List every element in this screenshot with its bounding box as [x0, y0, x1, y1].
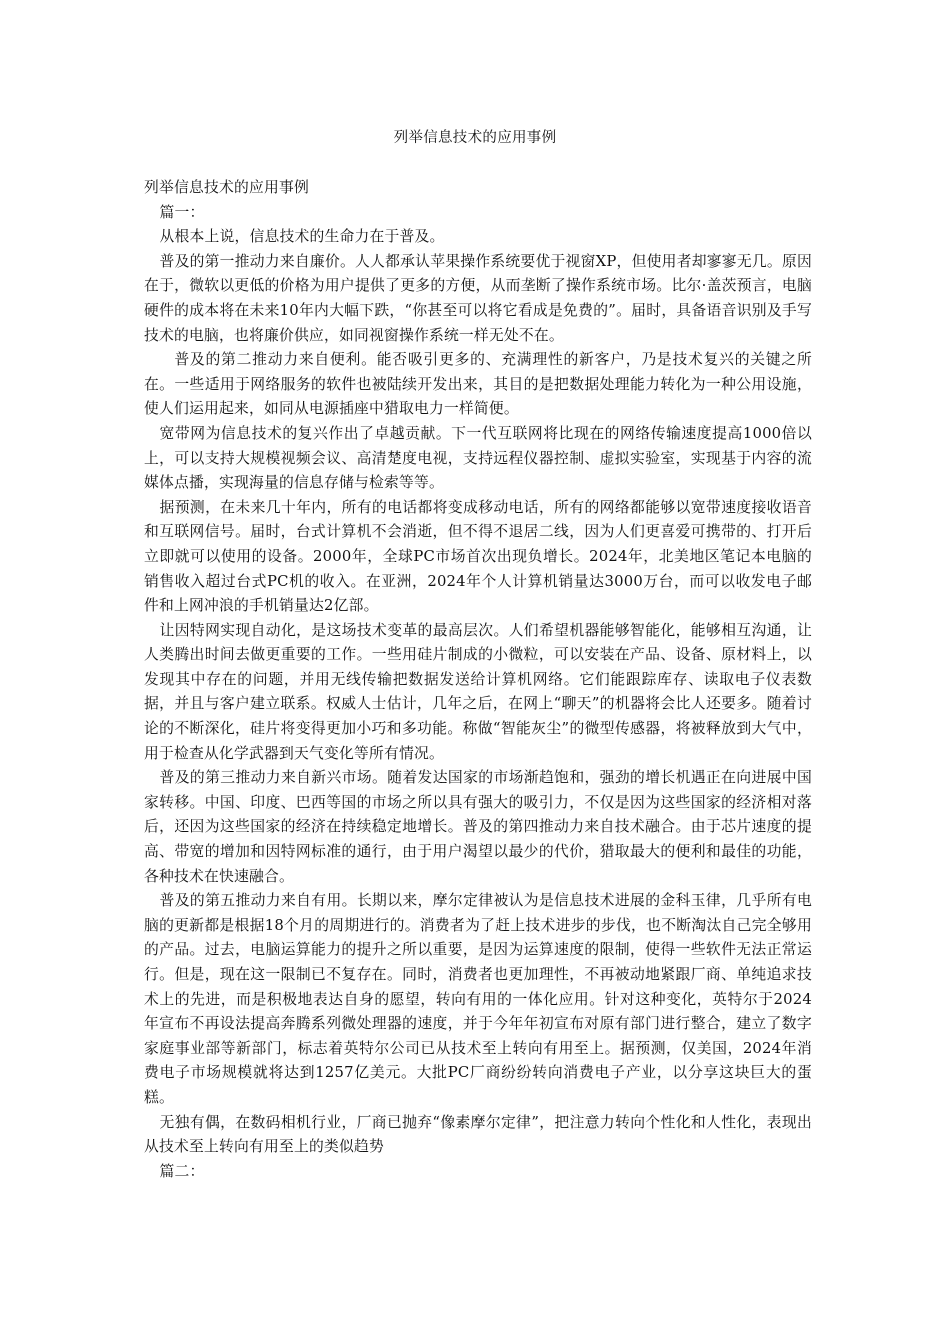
document-body	[144, 176, 812, 1184]
paragraph: 据预测，在未来几十年内，所有的电话都将变成移动电话，所有的网络都能够以宽带速度接收语音和互联网信号。届时，台式计算机不会消逝，但不得不退居二线，因为人们更喜爱可携带的、打开后立即就可以使用的设备。2000年，全球PC市场首次出现负增长。2024年，北美地区笔记本电脑的销售收入超过台式PC机的收入。在亚洲，2024年个人计算机销量达3000万台，而可以收发电子邮件和上网冲浪的手机销量达2亿部。	[144, 498, 812, 615]
paragraph: 普及的第三推动力来自新兴市场。随着发达国家的市场渐趋饱和，强劲的增长机遇正在向进展中国家转移。中国、印度、巴西等国的市场之所以具有强大的吸引力，不仅是因为这些国家的经济相对落后，还因为这些国家的经济在持续稳定地增长。普及的第四推动力来自技术融合。由于芯片速度的提高、带宽的增加和因特网标准的通行，由于用户渴望以最少的代价，猎取最大的便利和最佳的功能，各种技术在快速融合。	[144, 769, 812, 885]
paragraph: 普及的第二推动力来自便利。能否吸引更多的、充满理性的新客户，乃是技术复兴的关键之所在。一些适用于网络服务的软件也被陆续开发出来，其目的是把数据处理能力转化为一种公用设施，使人们运用起来，如同从电源插座中猎取电力一样简便。	[144, 351, 812, 418]
part-label-one: 篇一：	[159, 203, 205, 221]
paragraph: 普及的第一推动力来自廉价。人人都承认苹果操作系统要优于视窗XP，但使用者却寥寥无几。原因在于，微软以更低的价格为用户提供了更多的方便，从而垄断了操作系统市场。比尔·盖茨预言，电脑硬件的成本将在未来10年内大幅下跌，“你甚至可以将它看成是免费的”。届时，具备语音识别及手写技术的电脑，也将廉价供应，如同视窗操作系统一样无处不在。	[144, 252, 812, 344]
paragraph: 无独有偶，在数码相机行业，厂商已抛弃“像素摩尔定律”，把注意力转向个性化和人性化，表现出从技术至上转向有用至上的类似趋势	[144, 1113, 812, 1156]
paragraph: 让因特网实现自动化，是这场技术变革的最高层次。人们希望机器能够智能化，能够相互沟通，让人类腾出时间去做更重要的工作。一些用硅片制成的小微粒，可以安装在产品、设备、原材料上，以发现其中存在的问题，并用无线传输把数据发送给计算机网络。它们能跟踪库存、读取电子仪表数据，并且与客户建立联系。权威人士估计，几年之后，在网上“聊天”的机器将会比人还要多。随着讨论的不断深化，硅片将变得更加小巧和多功能。称做“智能灰尘”的微型传感器，将被释放到大气中，用于检查从化学武器到天气变化等所有情况。	[144, 621, 812, 762]
paragraph: 普及的第五推动力来自有用。长期以来，摩尔定律被认为是信息技术进展的金科玉律，几乎所有电脑的更新都是根据18个月的周期进行的。消费者为了赶上技术进步的步伐，也不断淘汰自己完全够用的产品。过去，电脑运算能力的提升之所以重要，是因为运算速度的限制，使得一些软件无法正常运行。但是，现在这一限制已不复存在。同时，消费者也更加理性，不再被动地紧跟厂商、单纯追求技术上的先进，而是积极地表达自身的愿望，转向有用的一体化应用。针对这种变化，英特尔于2024年宣布不再设法提高奔腾系列微处理器的速度，并于今年年初宣布对原有部门进行整合，建立了数字家庭事业部等新部门，标志着英特尔公司已从技术至上转向有用至上。据预测，仅美国，2024年消费电子市场规模就将达到1257亿美元。大批PC厂商纷纷转向消费电子产业，以分享这块巨大的蛋糕。	[144, 892, 812, 1106]
document-title: 列举信息技术的应用事例	[393, 130, 557, 146]
part-label-two: 篇二：	[159, 1162, 205, 1180]
paragraph: 从根本上说，信息技术的生命力在于普及。	[159, 228, 445, 246]
paragraph: 宽带网为信息技术的复兴作出了卓越贡献。下一代互联网将比现在的网络传输速度提高1000倍以上，可以支持大规模视频会议、高清楚度电视，支持远程仪器控制、虚拟实验室，实现基于内容的流媒体点播，实现海量的信息存储与检索等等。	[144, 424, 812, 492]
section-heading: 列举信息技术的应用事例	[144, 179, 309, 196]
